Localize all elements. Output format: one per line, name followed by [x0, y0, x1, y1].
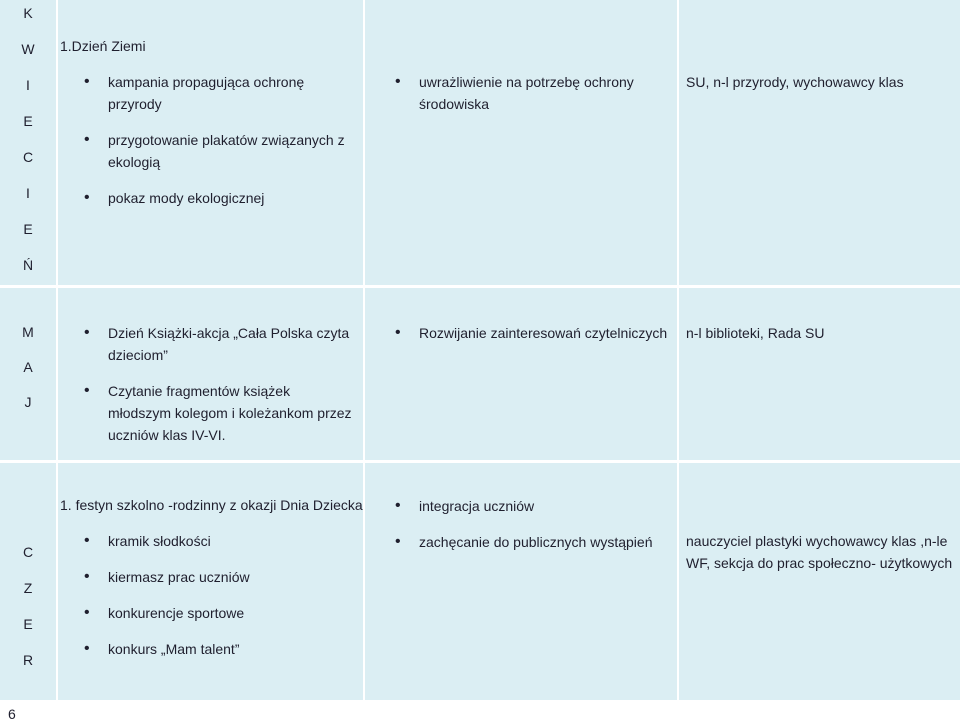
month-letter: C [22, 544, 34, 560]
month-letter: I [26, 77, 30, 93]
list-item: • uwrażliwienie na potrzebę ochrony środowiska [393, 71, 663, 115]
list-item: • pokaz mody ekologicznej [82, 187, 352, 209]
activity-list [82, 322, 352, 446]
goal-list [393, 322, 673, 344]
event-heading: 1.Dzień Ziemi [60, 38, 146, 54]
page-number: 6 [8, 706, 16, 722]
list-item: • konkurs „Mam talent” [82, 638, 352, 660]
month-letter: E [23, 616, 33, 632]
list-item: • kampania propagująca ochronę przyrody [82, 71, 352, 115]
responsible-text: SU, n-l przyrody, wychowawcy klas [686, 74, 904, 90]
month-letter: Z [23, 580, 33, 596]
list-item: • zachęcanie do publicznych wystąpień [393, 531, 673, 553]
month-letter: E [23, 113, 33, 129]
row-april-responsible-cell [679, 0, 960, 285]
activity-list [82, 530, 352, 660]
row-april-goals-cell [365, 0, 677, 285]
month-letter: J [24, 394, 32, 410]
row-may-goals-cell [365, 288, 677, 460]
list-item: • kiermasz prac uczniów [82, 566, 352, 588]
month-letter: E [23, 221, 33, 237]
month-letter: M [22, 324, 34, 340]
month-letter: K [23, 5, 33, 21]
month-letter: A [23, 359, 33, 375]
list-item: • kramik słodkości [82, 530, 352, 552]
month-letter: R [22, 652, 34, 668]
row-may-responsible-cell [679, 288, 960, 460]
list-item: • Czytanie fragmentów książek młodszym kolegom i koleżankom przez uczniów klas IV-VI. [82, 380, 352, 446]
month-letter: W [21, 41, 35, 57]
list-item: • Dzień Książki-akcja „Cała Polska czyta dzieciom” [82, 322, 352, 366]
activity-list [82, 71, 352, 209]
list-item: • Rozwijanie zainteresowań czytelniczych [393, 322, 673, 344]
responsible-text: n-l biblioteki, Rada SU [686, 325, 825, 341]
list-item: • integracja uczniów [393, 495, 673, 517]
month-letter: Ń [22, 257, 34, 273]
list-item: • konkurencje sportowe [82, 602, 352, 624]
list-item: • przygotowanie plakatów związanych z ekologią [82, 129, 352, 173]
month-letter: I [26, 185, 30, 201]
month-label-june [0, 541, 56, 685]
month-letter: C [22, 149, 34, 165]
row-june-responsible-cell [679, 463, 960, 700]
month-label-may [0, 321, 56, 426]
goal-list [393, 71, 663, 115]
responsible-text: nauczyciel plastyki wychowawcy klas ,n-le WF, sekcja do prac społeczno- użytkowych [686, 533, 953, 571]
goal-list [393, 495, 673, 553]
month-label-april [0, 2, 56, 290]
event-heading: 1. festyn szkolno -rodzinny z okazji Dnia Dziecka [60, 497, 363, 513]
